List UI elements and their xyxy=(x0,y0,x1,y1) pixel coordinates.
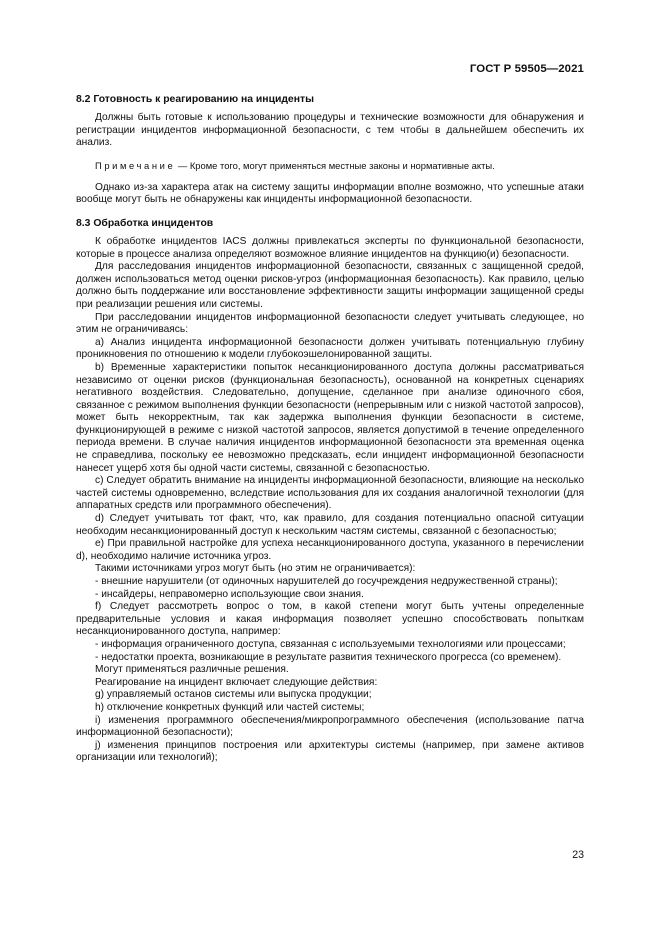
section-8-3-paragraph: i) изменения программного обеспечения/микропрограммного обеспечения (использование патча информационной безопасности); xyxy=(76,714,584,739)
section-8-3-paragraph: h) отключение конкретных функций или частей системы; xyxy=(95,701,365,713)
section-8-3-paragraph: - инсайдеры, неправомерно использующие свои знания. xyxy=(95,588,364,600)
section-8-3-paragraph: - внешние нарушители (от одиночных нарушителей до госучреждения недружественной страны); xyxy=(95,576,558,587)
page-number: 23 xyxy=(572,849,584,861)
section-8-2-paragraph: Однако из-за характера атак на систему защиты информации вполне возможно, что успешные атаки вообще могут быть не обнаружены как инциденты информационной безопасности. xyxy=(76,181,584,206)
page-content xyxy=(76,93,584,765)
section-8-3-body xyxy=(76,236,584,765)
section-8-3-paragraph: Для расследования инцидентов информационной безопасности, связанных с защищенной средой, должен использоваться метод оценки рисков-угроз (информационная безопасность). Как правило, целью должно быть поддержание или восстановление эффективности защиты информации защищенной среды при реализации решения или системы. xyxy=(76,261,584,310)
section-8-3-paragraph: К обработке инцидентов IACS должны привлекаться эксперты по функциональной безопасности, которые в процессе анализа определяют возможное влияние инцидентов на функцию(и) безопасности. xyxy=(76,235,584,260)
note xyxy=(76,160,584,172)
section-8-3-heading: 8.3 Обработка инцидентов xyxy=(76,217,214,229)
section-8-3-paragraph: - недостатки проекта, возникающие в результате развития технического прогресса (со временем). xyxy=(95,651,562,663)
section-8-3-paragraph: Могут применяться различные решения. xyxy=(95,664,289,676)
section-8-3-paragraph: При расследовании инцидентов информационной безопасности следует учитывать следующее, но этим не ограничиваясь: xyxy=(76,311,584,336)
section-8-3-paragraph: j) изменения принципов построения или архитектуры системы (например, при замене активов организации или технологий); xyxy=(76,739,584,764)
section-8-3-paragraph: a) Анализ инцидента информационной безопасности должен учитывать потенциальную глубину проникновения по отношению к модели глубокоэшелонированной защиты. xyxy=(76,336,584,361)
section-8-2-heading: 8.2 Готовность к реагированию на инциденты xyxy=(76,94,314,105)
note-text: — Кроме того, могут применяться местные законы и нормативные акты. xyxy=(175,159,495,171)
section-8-3-paragraph: b) Временные характеристики попыток несанкционированного доступа должны рассматриваться независимо от оценки рисков (функциональная безопасность), основанной на конкретных сценариях негативного воздействия. Следовательно, допущение, сделанное при анализе одиночного сбоя, связанное с режимом выполнения функции безопасности (непрерывным или с низкой частотой запросов), может быть некорректным, так как задержка выполнения функции безопасности в системе, функционирующей в режиме с низкой частотой запросов, является допустимой в течение определенного периода времени. В случае наличия инцидентов информационной безопасности эта временная оценка не справедлива, поскольку ее невозможно предсказать, если инцидент информационной безопасности нанесет ущерб хотя бы одной части системы, связанной с безопасностью. xyxy=(76,361,584,474)
section-8-3-paragraph: Такими источниками угроз могут быть (но этим не ограничивается): xyxy=(95,563,416,575)
section-8-3-paragraph: c) Следует обратить внимание на инциденты информационной безопасности, влияющие на несколько частей системы одновременно, вследствие использования для их создания аналогичной технологии (для аппаратных средств или программного обеспечения). xyxy=(76,475,584,512)
section-8-3-paragraph: - информация ограниченного доступа, связанная с используемыми технологиями или процессами; xyxy=(95,638,566,650)
section-8-3-paragraph: Реагирование на инцидент включает следующие действия: xyxy=(95,676,378,688)
section-8-3-paragraph: d) Следует учитывать тот факт, что, как правило, для создания потенциально опасной ситуации необходим несанкционированный доступ к нескольким частям системы, связанной с безопасностью; xyxy=(76,513,584,537)
section-8-3-paragraph: e) При правильной настройке для успеха несанкционированного доступа, указанного в перечислении d), необходимо наличие источника угроз. xyxy=(76,538,584,562)
section-8-2-paragraph: Должны быть готовые к использованию процедуры и технические возможности для обнаружения и регистрации инцидентов информационной безопасности, с тем чтобы в дальнейшем обеспечить их анализ. xyxy=(76,112,584,149)
section-8-3-paragraph: f) Следует рассмотреть вопрос о том, в какой степени могут быть учтены определенные предварительные условия и какая информация позволяет успешно способствовать попыткам несанкционированного доступа, например: xyxy=(76,601,584,638)
note-label: Примечание xyxy=(95,159,176,171)
section-8-3-paragraph: g) управляемый останов системы или выпуска продукции; xyxy=(95,689,372,701)
standard-code: ГОСТ Р 59505—2021 xyxy=(469,63,584,75)
